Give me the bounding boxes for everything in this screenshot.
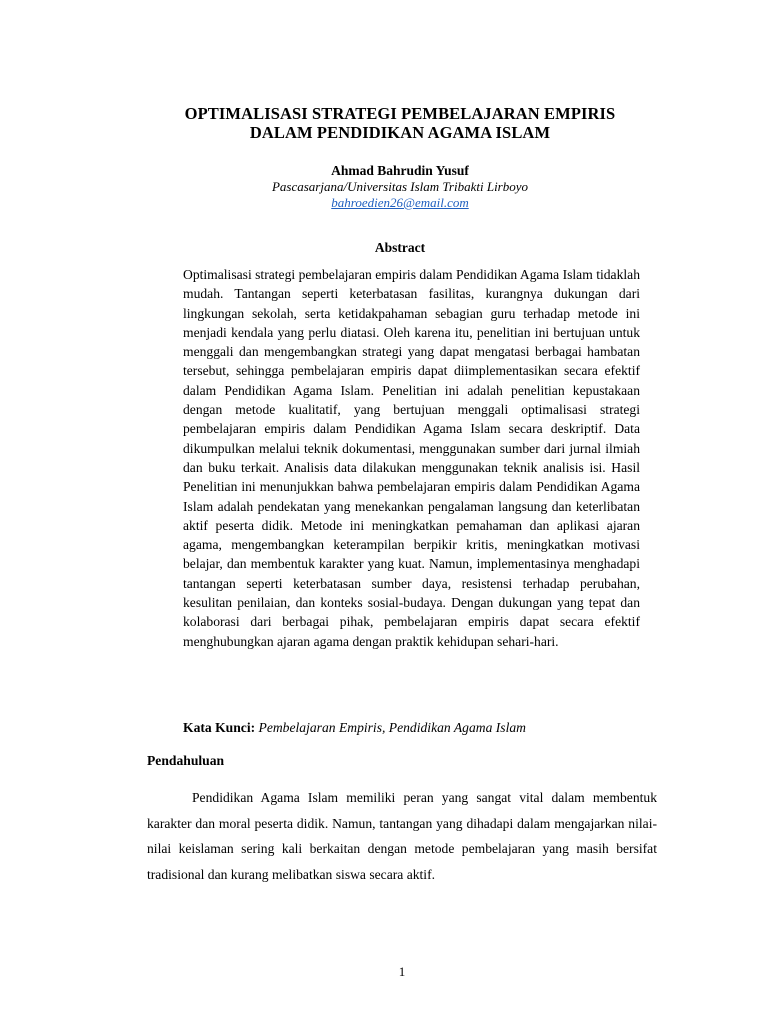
abstract-text: Optimalisasi strategi pembelajaran empiris dalam Pendidikan Agama Islam tidaklah mudah. Tantangan seperti keterbatasan fasilitas, kurangnya dukungan dari lingkungan sekolah, serta ketidakpahaman sebagian guru terhadap metode ini menjadi kendala yang perlu diatasi. Oleh karena itu, penelitian ini bertujuan untuk menggali dan mengembangkan strategi yang dapat mengatasi berbagai hambatan tersebut, sehingga pembelajaran empiris dapat diimplementasikan secara efektif dalam Pendidikan Agama Islam. Penelitian ini adalah penelitian kepustakaan dengan metode kualitatif, yang bertujuan menggali optimalisasi strategi pembelajaran empiris dalam Pendidikan Agama Islam secara deskriptif. Data dikumpulkan melalui teknik dokumentasi, menggunakan sumber dari jurnal ilmiah dan buku terkait. Analisis data dilakukan menggunakan teknik analisis isi. Hasil Penelitian ini menunjukkan bahwa pembelajaran empiris dalam Pendidikan Agama Islam adalah pendekatan yang menekankan pengalaman langsung dan keterlibatan aktif peserta didik. Metode ini meningkatkan pemahaman dan aplikasi ajaran agama, mengembangkan keterampilan berpikir kritis, meningkatkan motivasi belajar, dan membentuk karakter yang kuat. Namun, implementasinya menghadapi tantangan seperti keterbatasan sumber daya, resistensi terhadap perubahan, kesulitan penilaian, dan konteks sosial-budaya. Dengan dukungan yang tepat dan kolaborasi dari berbagai pihak, pembelajaran empiris dapat secara efektif menghubungkan ajaran agama dengan praktik kehidupan sehari-hari.: [183, 267, 640, 649]
paper-title-line-1: OPTIMALISASI STRATEGI PEMBELAJARAN EMPIRIS: [184, 104, 616, 123]
author-affiliation: Pascasarjana/Universitas Islam Tribakti Lirboyo: [271, 179, 529, 194]
abstract-heading: Abstract: [374, 240, 426, 255]
author-email-container: [100, 195, 700, 211]
section-heading-pendahuluan: Pendahuluan: [147, 753, 225, 768]
introduction-paragraph: Pendidikan Agama Islam memiliki peran yang sangat vital dalam membentuk karakter dan moral peserta didik. Namun, tantangan yang dihadapi dalam mengajarkan nilai-nilai keislaman sering kali berkaitan dengan metode pembelajaran yang masih bersifat tradisional dan kurang melibatkan siswa secara aktif.: [147, 790, 657, 882]
paper-title-line-2: DALAM PENDIDIKAN AGAMA ISLAM: [249, 123, 551, 142]
keywords-label: Kata Kunci:: [183, 720, 256, 735]
author-name: Ahmad Bahrudin Yusuf: [331, 163, 469, 178]
keywords: [183, 718, 640, 737]
page-number: 1: [398, 964, 406, 979]
keywords-value: Pembelajaran Empiris, Pendidikan Agama Islam: [258, 720, 526, 735]
paper-title: [100, 104, 700, 142]
author-email-link[interactable]: bahroedien26@email.com: [331, 195, 469, 210]
